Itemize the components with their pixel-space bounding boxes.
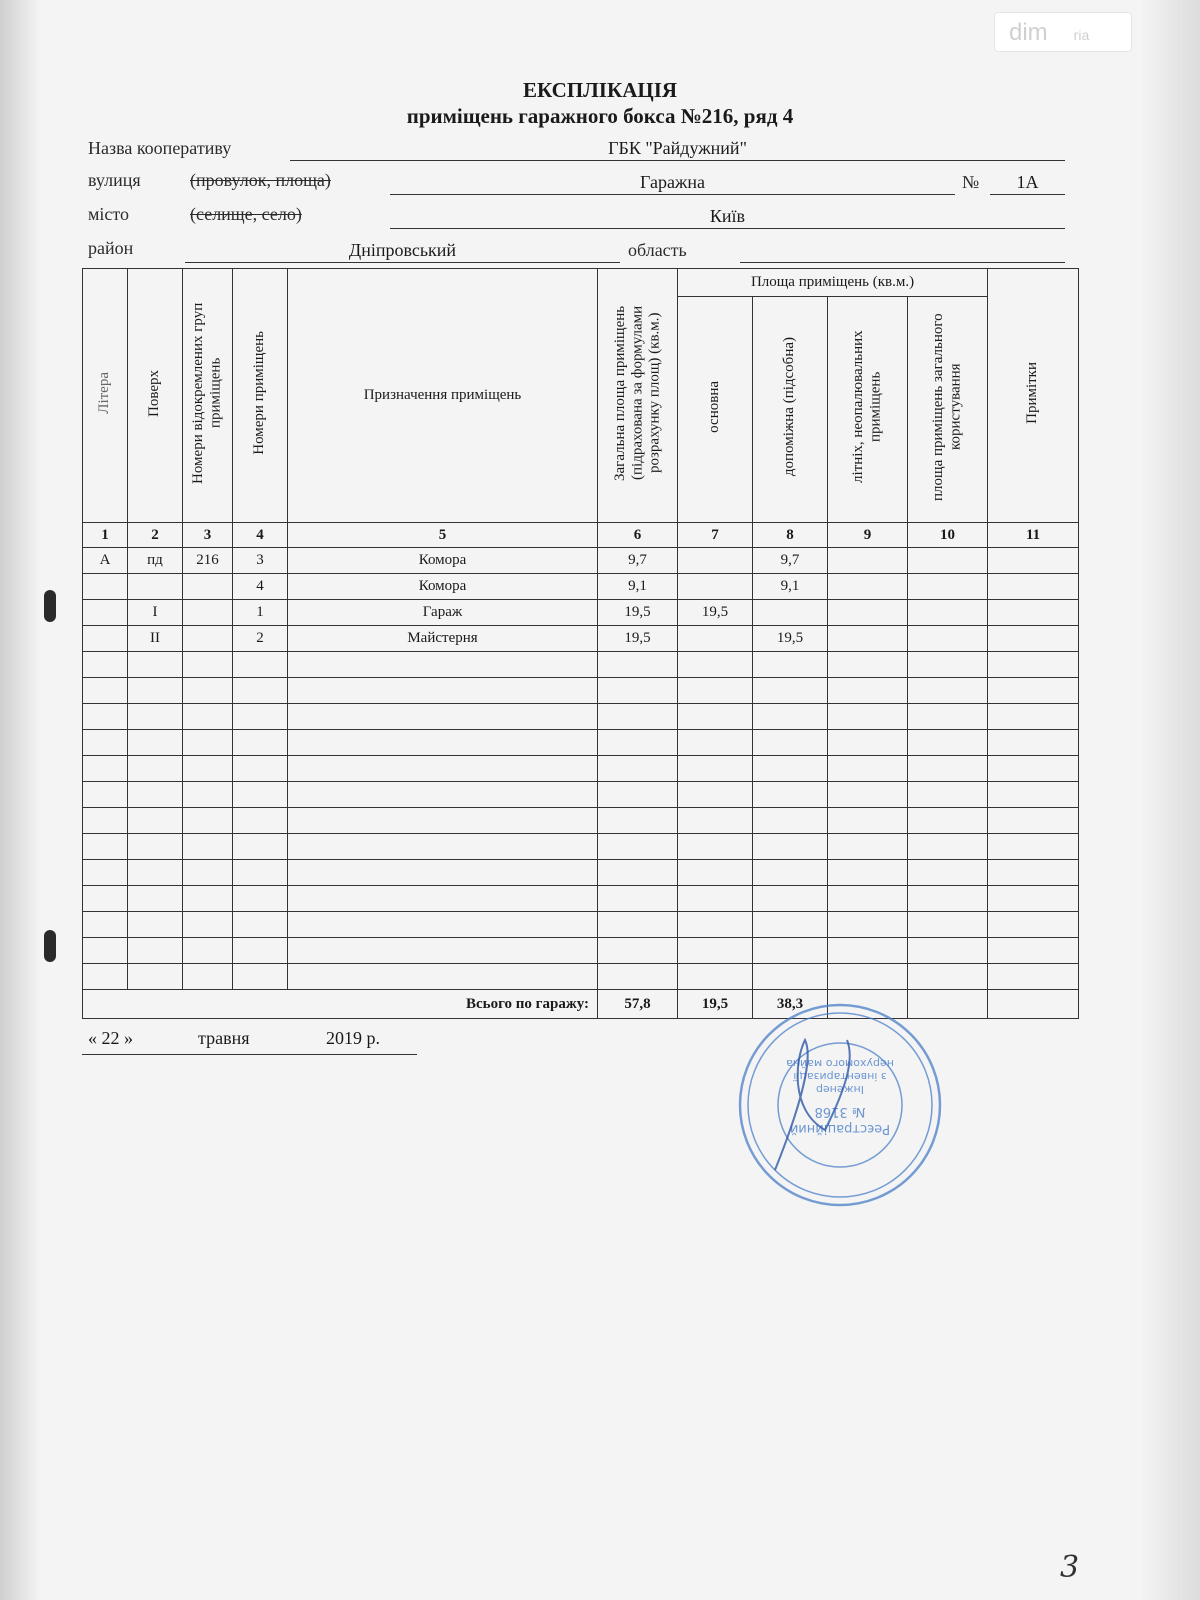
svg-text:з інвентаризації: з інвентаризації	[793, 1070, 887, 1083]
table-row	[83, 704, 1079, 730]
total-area-value: 57,8	[598, 990, 678, 1019]
table-cell	[753, 756, 828, 782]
column-number: 9	[828, 523, 908, 548]
table-cell	[83, 704, 128, 730]
table-cell	[753, 964, 828, 990]
header-row-top	[83, 269, 1079, 297]
table-cell: 3	[233, 548, 288, 574]
table-cell: Комора	[288, 548, 598, 574]
header-zahalnoho	[908, 297, 988, 523]
table-cell	[233, 730, 288, 756]
column-number: 11	[988, 523, 1079, 548]
table-cell	[678, 652, 753, 678]
table-cell	[908, 548, 988, 574]
table-cell	[678, 860, 753, 886]
table-cell	[988, 938, 1079, 964]
table-cell	[128, 964, 183, 990]
header-room-numbers-text: Номери приміщень	[251, 331, 268, 455]
table-cell	[83, 652, 128, 678]
header-group-numbers-text: Номери відокремлених груп приміщень	[190, 302, 224, 484]
table-cell	[988, 626, 1079, 652]
table-cell: I	[128, 600, 183, 626]
table-cell	[988, 730, 1079, 756]
table-cell	[233, 652, 288, 678]
table-row	[83, 964, 1079, 990]
table-row	[83, 678, 1079, 704]
table-row	[83, 548, 1079, 574]
table-cell	[83, 574, 128, 600]
table-cell	[828, 756, 908, 782]
table-cell	[678, 756, 753, 782]
table-row	[83, 730, 1079, 756]
table-cell	[828, 626, 908, 652]
watermark-logo	[994, 12, 1132, 52]
table-cell	[828, 678, 908, 704]
table-cell	[288, 938, 598, 964]
table-cell	[828, 600, 908, 626]
table-cell	[753, 782, 828, 808]
table-row	[83, 782, 1079, 808]
header-dopomizhna	[753, 297, 828, 523]
table-cell	[128, 834, 183, 860]
city-line	[390, 228, 1065, 229]
table-cell	[598, 938, 678, 964]
header-poverkh	[128, 269, 183, 523]
region-line	[740, 262, 1065, 263]
street-alt-label: (провулок, площа)	[190, 170, 331, 190]
document-title: ЕКСПЛІКАЦІЯ	[522, 78, 678, 102]
table-cell	[678, 574, 753, 600]
table-cell	[83, 912, 128, 938]
table-cell	[128, 912, 183, 938]
table-cell	[753, 834, 828, 860]
table-cell	[678, 834, 753, 860]
table-cell	[828, 730, 908, 756]
table-cell	[128, 678, 183, 704]
table-cell	[988, 756, 1079, 782]
table-cell	[828, 938, 908, 964]
table-cell	[908, 938, 988, 964]
table-cell	[908, 756, 988, 782]
svg-text:Інженер: Інженер	[815, 1083, 865, 1096]
column-number: 10	[908, 523, 988, 548]
table-row	[83, 574, 1079, 600]
street-value: Гаражна	[640, 172, 705, 192]
table-cell	[128, 756, 183, 782]
table-cell	[288, 912, 598, 938]
table-cell	[908, 600, 988, 626]
table-cell	[598, 678, 678, 704]
table-cell	[288, 756, 598, 782]
table-cell	[753, 860, 828, 886]
table-cell	[598, 652, 678, 678]
table-cell	[828, 964, 908, 990]
table-cell	[908, 886, 988, 912]
table-cell	[598, 860, 678, 886]
table-cell	[183, 834, 233, 860]
table-cell	[908, 678, 988, 704]
table-cell	[128, 808, 183, 834]
table-cell	[828, 782, 908, 808]
header-litni-text: літніх, неопалювальних приміщень	[850, 330, 884, 484]
document-subtitle: приміщень гаражного бокса №216, ряд 4	[406, 104, 794, 128]
header-litera-text: Літера	[96, 372, 113, 414]
region-label: область	[628, 240, 687, 260]
table-cell: Майстерня	[288, 626, 598, 652]
table-body	[83, 548, 1079, 990]
page-number: 3	[1060, 1550, 1080, 1585]
table-cell	[183, 652, 233, 678]
table-cell	[908, 808, 988, 834]
table-row	[83, 834, 1079, 860]
table-cell	[83, 808, 128, 834]
date-year: 2019 р.	[326, 1028, 380, 1048]
table-cell	[988, 808, 1079, 834]
table-cell	[678, 886, 753, 912]
street-label: вулиця	[88, 170, 141, 190]
column-number: 6	[598, 523, 678, 548]
table-cell	[183, 730, 233, 756]
table-cell	[288, 730, 598, 756]
total-osnovna-value: 19,5	[678, 990, 753, 1019]
header-osnovna-text: основна	[706, 381, 723, 433]
table-row	[83, 912, 1079, 938]
table-cell	[83, 782, 128, 808]
table-cell	[678, 548, 753, 574]
table-cell: 9,7	[753, 548, 828, 574]
table-cell	[83, 964, 128, 990]
table-cell	[988, 860, 1079, 886]
table-cell	[908, 626, 988, 652]
table-cell: 19,5	[598, 626, 678, 652]
table-row	[83, 860, 1079, 886]
header-litera	[83, 269, 128, 523]
table-cell: 9,1	[753, 574, 828, 600]
table-cell	[988, 834, 1079, 860]
table-cell	[828, 808, 908, 834]
table-cell	[288, 886, 598, 912]
table-cell: 1	[233, 600, 288, 626]
table-cell	[988, 886, 1079, 912]
header-total-area-text: Загальна площа приміщень (підрахована за формулами розрахунку площ) (кв.м.)	[611, 305, 663, 481]
table-cell	[128, 652, 183, 678]
table-row	[83, 652, 1079, 678]
table-cell: 9,7	[598, 548, 678, 574]
table-cell	[678, 626, 753, 652]
table-cell	[753, 912, 828, 938]
table-cell	[83, 730, 128, 756]
table-cell	[598, 756, 678, 782]
table-cell	[183, 964, 233, 990]
table-cell	[908, 834, 988, 860]
table-cell	[988, 652, 1079, 678]
column-number-row	[83, 523, 1079, 548]
table-cell	[678, 808, 753, 834]
table-cell	[753, 808, 828, 834]
header-purpose-text: Призначення приміщень	[363, 387, 522, 403]
table-cell	[233, 964, 288, 990]
table-cell	[678, 964, 753, 990]
table-cell	[753, 652, 828, 678]
table-cell	[83, 626, 128, 652]
official-stamp	[735, 1000, 945, 1210]
header-area-group: Площа приміщень (кв.м.)	[678, 269, 988, 297]
cooperative-line	[290, 160, 1065, 161]
table-row	[83, 600, 1079, 626]
table-cell	[988, 704, 1079, 730]
table-cell	[678, 782, 753, 808]
table-cell	[908, 574, 988, 600]
table-cell	[598, 808, 678, 834]
city-alt-label: (селище, село)	[190, 204, 302, 224]
table-cell: 19,5	[598, 600, 678, 626]
header-group-numbers	[183, 269, 233, 523]
table-row	[83, 938, 1079, 964]
table-cell	[128, 938, 183, 964]
date-line	[82, 1054, 417, 1055]
table-cell	[233, 912, 288, 938]
table-cell	[233, 938, 288, 964]
table-cell	[128, 704, 183, 730]
table-cell: 19,5	[753, 626, 828, 652]
table-cell	[83, 938, 128, 964]
table-cell	[828, 704, 908, 730]
number-value: 1А	[1016, 172, 1039, 192]
table-cell	[598, 912, 678, 938]
city-label: місто	[88, 204, 130, 224]
explication-table	[82, 268, 1079, 1019]
table-cell	[233, 808, 288, 834]
table-cell	[598, 730, 678, 756]
table-cell	[128, 730, 183, 756]
header-prymitky	[988, 269, 1079, 523]
table-cell	[183, 808, 233, 834]
table-cell: II	[128, 626, 183, 652]
table-cell	[598, 964, 678, 990]
table-cell	[908, 964, 988, 990]
table-cell	[828, 860, 908, 886]
table-cell	[988, 600, 1079, 626]
table-cell	[753, 704, 828, 730]
column-number: 3	[183, 523, 233, 548]
table-cell: Комора	[288, 574, 598, 600]
table-cell: Гараж	[288, 600, 598, 626]
table-cell	[183, 756, 233, 782]
column-number: 8	[753, 523, 828, 548]
scan-right-shadow	[1140, 0, 1200, 1600]
table-cell	[753, 886, 828, 912]
table-cell: 19,5	[678, 600, 753, 626]
table-cell	[183, 886, 233, 912]
table-cell: 4	[233, 574, 288, 600]
total-dopomizhna-value: 38,3	[753, 990, 828, 1019]
table-cell	[908, 652, 988, 678]
header-litni	[828, 297, 908, 523]
header-osnovna	[678, 297, 753, 523]
table-cell	[128, 782, 183, 808]
table-cell	[988, 678, 1079, 704]
table-cell	[288, 860, 598, 886]
table-cell	[83, 860, 128, 886]
table-cell	[598, 834, 678, 860]
table-cell	[183, 574, 233, 600]
column-number: 4	[233, 523, 288, 548]
table-cell: 2	[233, 626, 288, 652]
table-cell	[828, 574, 908, 600]
table-cell	[83, 834, 128, 860]
header-purpose	[288, 269, 598, 523]
table-row	[83, 886, 1079, 912]
column-number: 2	[128, 523, 183, 548]
column-number: 7	[678, 523, 753, 548]
table-cell	[183, 782, 233, 808]
table-cell	[183, 600, 233, 626]
total-label: Всього по гаражу:	[83, 990, 598, 1019]
table-cell	[183, 912, 233, 938]
table-cell	[678, 912, 753, 938]
table-cell	[288, 678, 598, 704]
table-cell	[288, 704, 598, 730]
column-number: 1	[83, 523, 128, 548]
district-line	[185, 262, 620, 263]
header-total-area	[598, 269, 678, 523]
table-cell	[183, 860, 233, 886]
table-cell	[288, 964, 598, 990]
header-prymitky-text: Примітки	[1024, 362, 1041, 424]
table-cell	[988, 782, 1079, 808]
table-cell	[233, 704, 288, 730]
table-cell	[233, 782, 288, 808]
table-cell	[988, 548, 1079, 574]
table-cell	[753, 730, 828, 756]
header-zahalnoho-text: площа приміщень загального користування	[930, 313, 964, 501]
table-row	[83, 808, 1079, 834]
cooperative-label: Назва кооперативу	[88, 138, 232, 158]
table-row	[83, 626, 1079, 652]
table-cell	[598, 782, 678, 808]
watermark-brand: dim	[1009, 19, 1048, 46]
binder-hole	[44, 590, 56, 622]
street-line	[390, 194, 955, 195]
cooperative-value: ГБК "Райдужний"	[608, 138, 747, 158]
table-cell	[183, 678, 233, 704]
table-cell	[128, 886, 183, 912]
table-cell	[83, 756, 128, 782]
table-cell	[233, 860, 288, 886]
table-cell	[128, 860, 183, 886]
table-cell	[828, 886, 908, 912]
table-cell	[678, 938, 753, 964]
table-cell: А	[83, 548, 128, 574]
scan-left-shadow	[0, 0, 40, 1600]
table-cell	[288, 834, 598, 860]
table-cell	[908, 704, 988, 730]
header-poverkh-text: Поверх	[146, 369, 163, 417]
table-cell	[753, 678, 828, 704]
table-cell	[288, 652, 598, 678]
table-cell	[988, 964, 1079, 990]
table-cell	[233, 886, 288, 912]
table-cell	[988, 574, 1079, 600]
column-number: 5	[288, 523, 598, 548]
table-cell	[83, 886, 128, 912]
district-value: Дніпровський	[348, 240, 457, 260]
district-label: район	[88, 238, 134, 258]
table-row	[83, 756, 1079, 782]
table-cell	[908, 912, 988, 938]
table-cell	[183, 938, 233, 964]
table-cell	[233, 678, 288, 704]
table-cell	[233, 834, 288, 860]
table-cell	[598, 886, 678, 912]
date-month: травня	[198, 1028, 250, 1048]
number-label: №	[962, 172, 980, 192]
table-cell	[233, 756, 288, 782]
table-cell	[83, 600, 128, 626]
table-cell	[128, 574, 183, 600]
table-cell	[908, 782, 988, 808]
table-cell: 9,1	[598, 574, 678, 600]
table-cell	[828, 548, 908, 574]
number-line	[990, 194, 1065, 195]
table-cell	[288, 808, 598, 834]
svg-text:Реєстраційний: Реєстраційний	[789, 1121, 891, 1136]
header-room-numbers	[233, 269, 288, 523]
table-cell: 216	[183, 548, 233, 574]
binder-hole	[44, 930, 56, 962]
table-cell: пд	[128, 548, 183, 574]
table-cell	[183, 626, 233, 652]
table-cell	[598, 704, 678, 730]
total-prymitky-value	[988, 990, 1079, 1019]
table-cell	[828, 912, 908, 938]
table-cell	[678, 704, 753, 730]
watermark-sub: ria	[1073, 27, 1090, 43]
table-cell	[828, 834, 908, 860]
table-cell	[753, 938, 828, 964]
city-value: Київ	[709, 206, 746, 226]
table-cell	[988, 912, 1079, 938]
table-cell	[183, 704, 233, 730]
svg-text:нерухомого майна: нерухомого майна	[786, 1057, 894, 1070]
header-dopomizhna-text: допоміжна (підсобна)	[781, 337, 798, 477]
table-cell	[678, 678, 753, 704]
table-cell	[908, 860, 988, 886]
table-cell	[83, 678, 128, 704]
table-cell	[828, 652, 908, 678]
table-cell	[908, 730, 988, 756]
date-day: « 22 »	[88, 1028, 133, 1048]
table-cell	[753, 600, 828, 626]
table-cell	[678, 730, 753, 756]
table-cell	[288, 782, 598, 808]
svg-text:№ 3168: № 3168	[814, 1104, 866, 1119]
